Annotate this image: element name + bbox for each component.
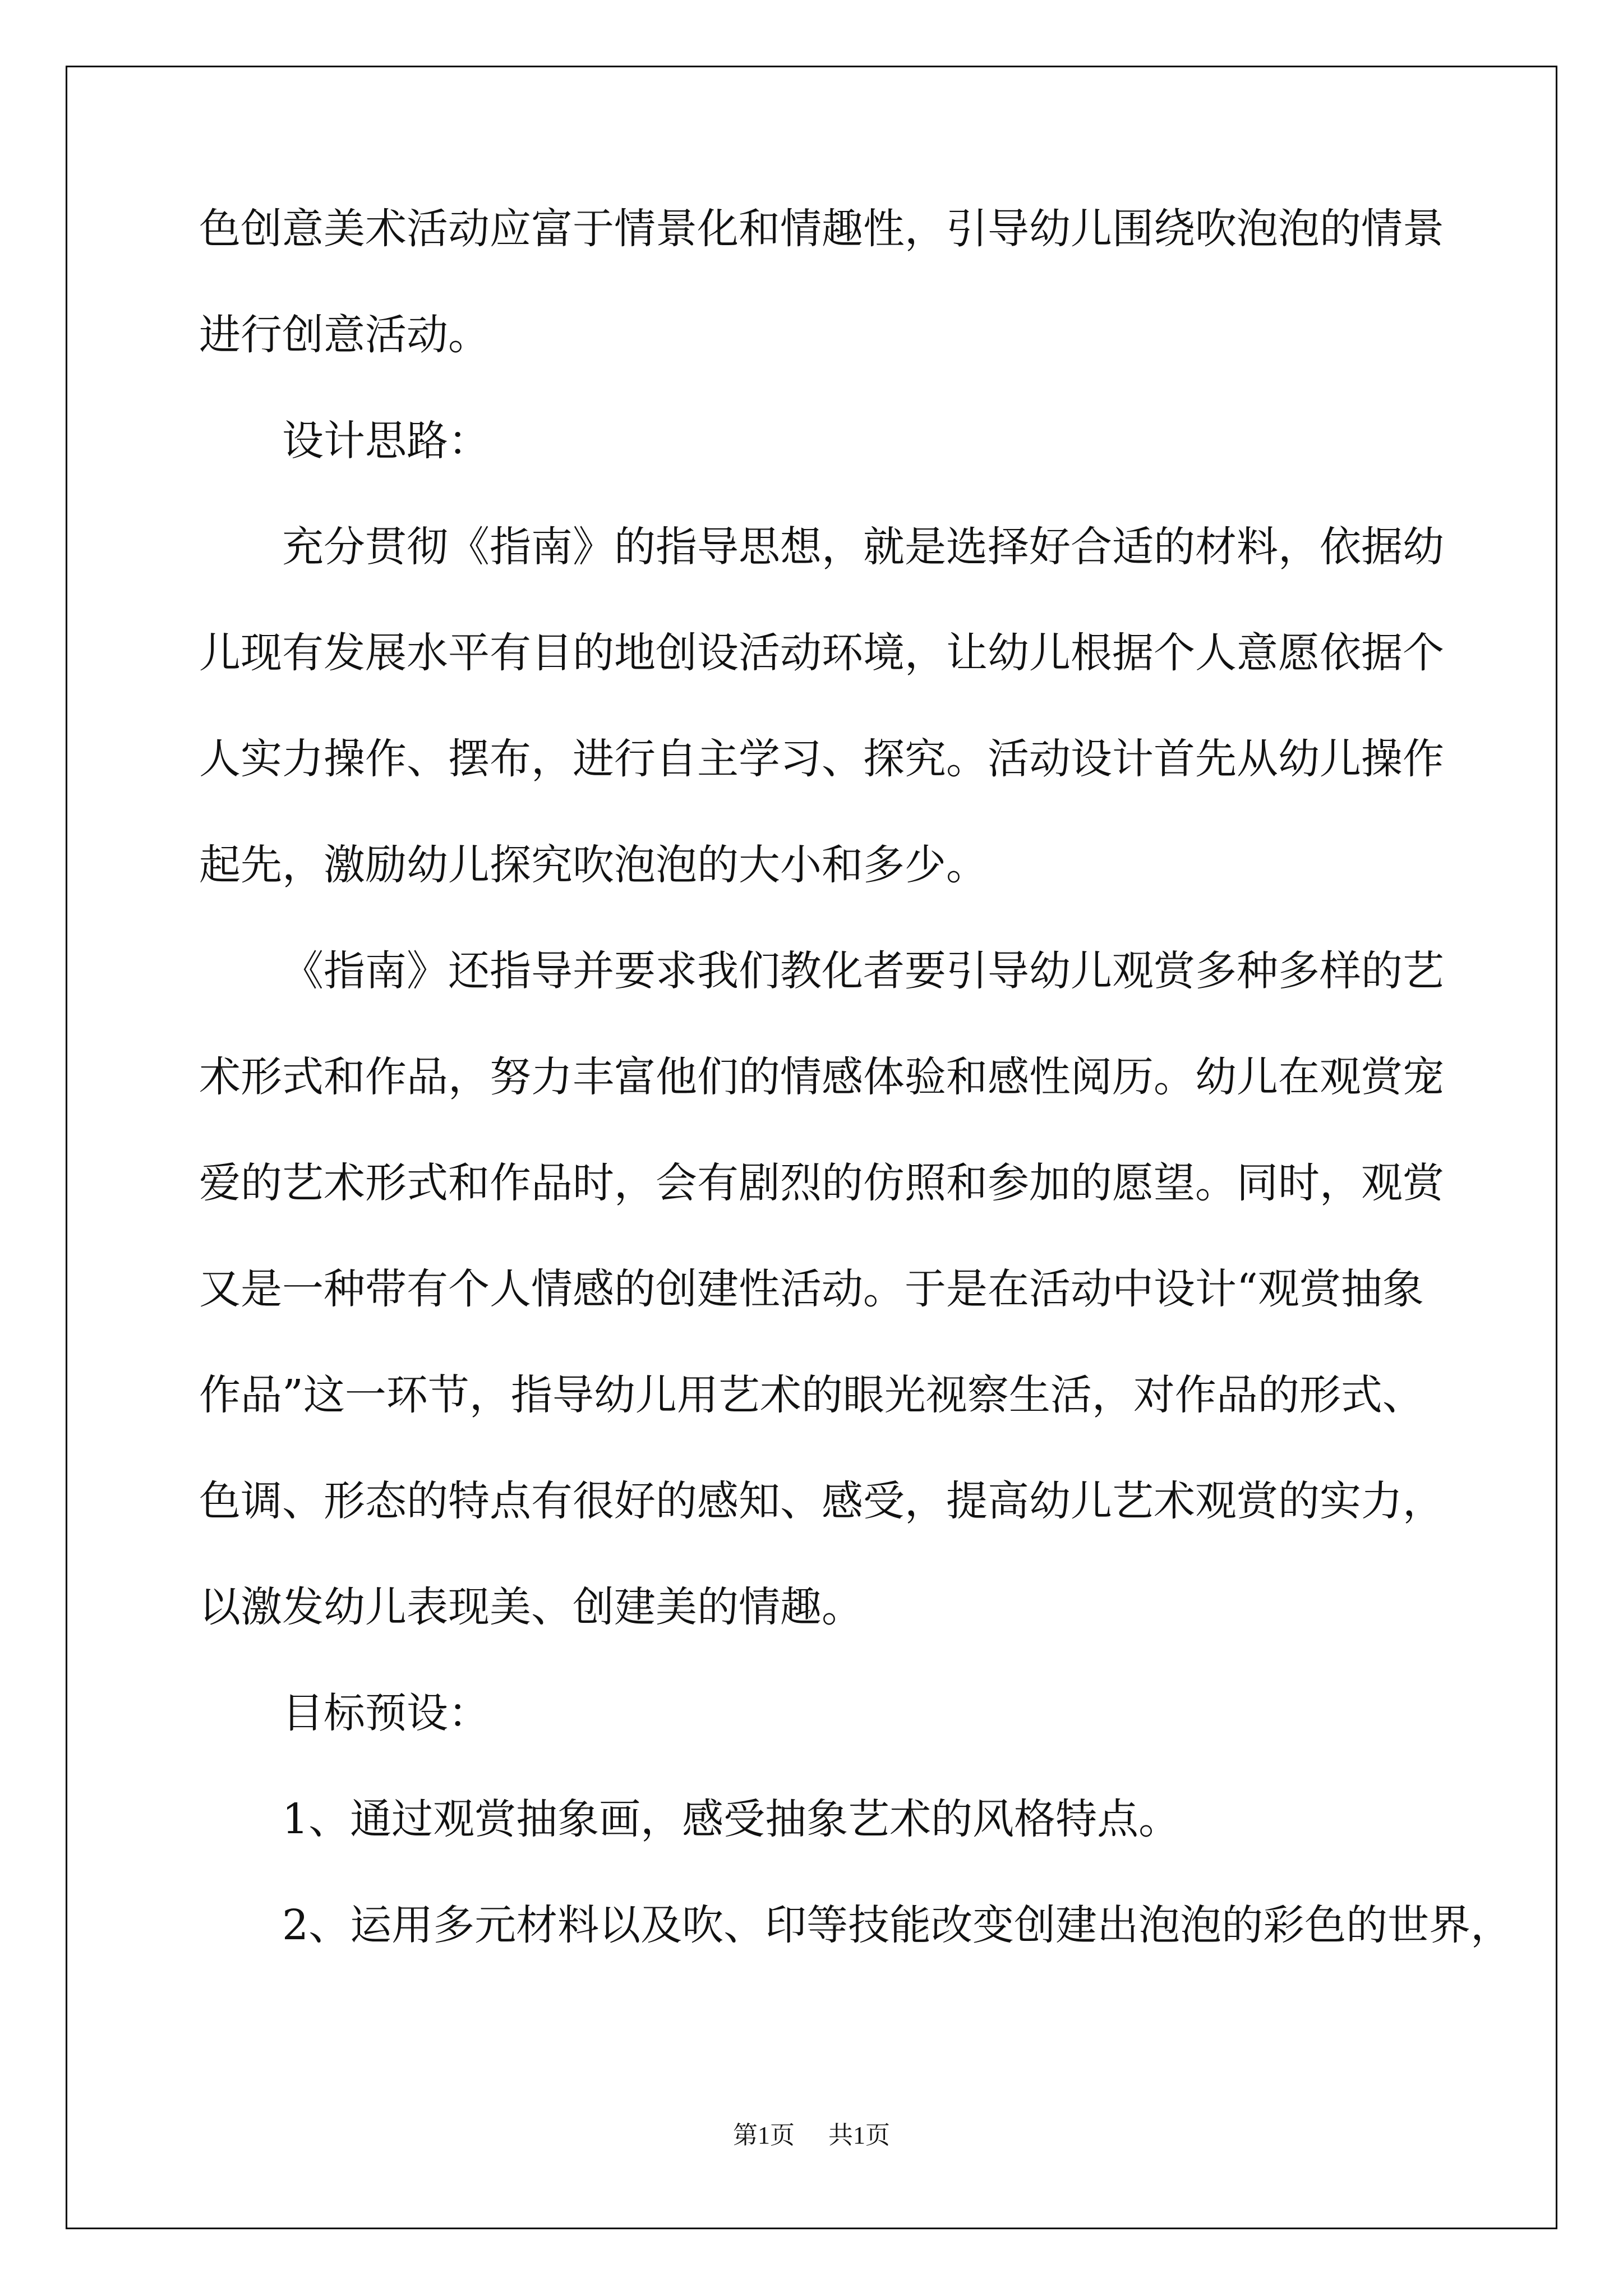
text-line: 作品”这一环节，指导幼儿用艺术的眼光视察生活，对作品的形式、 [199, 1371, 1424, 1419]
text-line: 爱的艺术形式和作品时，会有剧烈的仿照和参加的愿望。同时，观赏 [199, 1159, 1444, 1207]
page-total: 共1页 [828, 2122, 890, 2149]
section-heading: 设计思路： [282, 417, 490, 465]
text-line: 《指南》还指导并要求我们教化者要引导幼儿观赏多种多样的艺 [282, 947, 1444, 995]
section-heading: 目标预设： [282, 1689, 490, 1737]
text-line: 充分贯彻《指南》的指导思想，就是选择好合适的材料，依据幼 [282, 523, 1444, 571]
page-footer [0, 2115, 1623, 2151]
page-number: 第1页 [733, 2122, 795, 2149]
text-line: 色调、形态的特点有很好的感知、感受，提高幼儿艺术观赏的实力， [199, 1477, 1444, 1525]
text-line: 又是一种带有个人情感的创建性活动。于是在活动中设计“观赏抽象 [199, 1265, 1424, 1313]
text-line: 儿现有发展水平有目的地创设活动环境，让幼儿根据个人意愿依据个 [199, 629, 1444, 677]
text-line: 以激发幼儿表现美、创建美的情趣。 [199, 1583, 863, 1631]
text-line: 术形式和作品，努力丰富他们的情感体验和感性阅历。幼儿在观赏宠 [199, 1053, 1444, 1101]
text-line: 人实力操作、摆布，进行自主学习、探究。活动设计首先从幼儿操作 [199, 735, 1444, 783]
text-line: 进行创意活动。 [199, 311, 490, 359]
text-line: 色创意美术活动应富于情景化和情趣性，引导幼儿围绕吹泡泡的情景 [199, 205, 1444, 253]
list-item: 1、通过观赏抽象画，感受抽象艺术的风格特点。 [282, 1795, 1181, 1843]
list-item: 2、运用多元材料以及吹、印等技能改变创建出泡泡的彩色的世界， [282, 1901, 1513, 1949]
text-line: 起先，激励幼儿探究吹泡泡的大小和多少。 [199, 841, 988, 889]
